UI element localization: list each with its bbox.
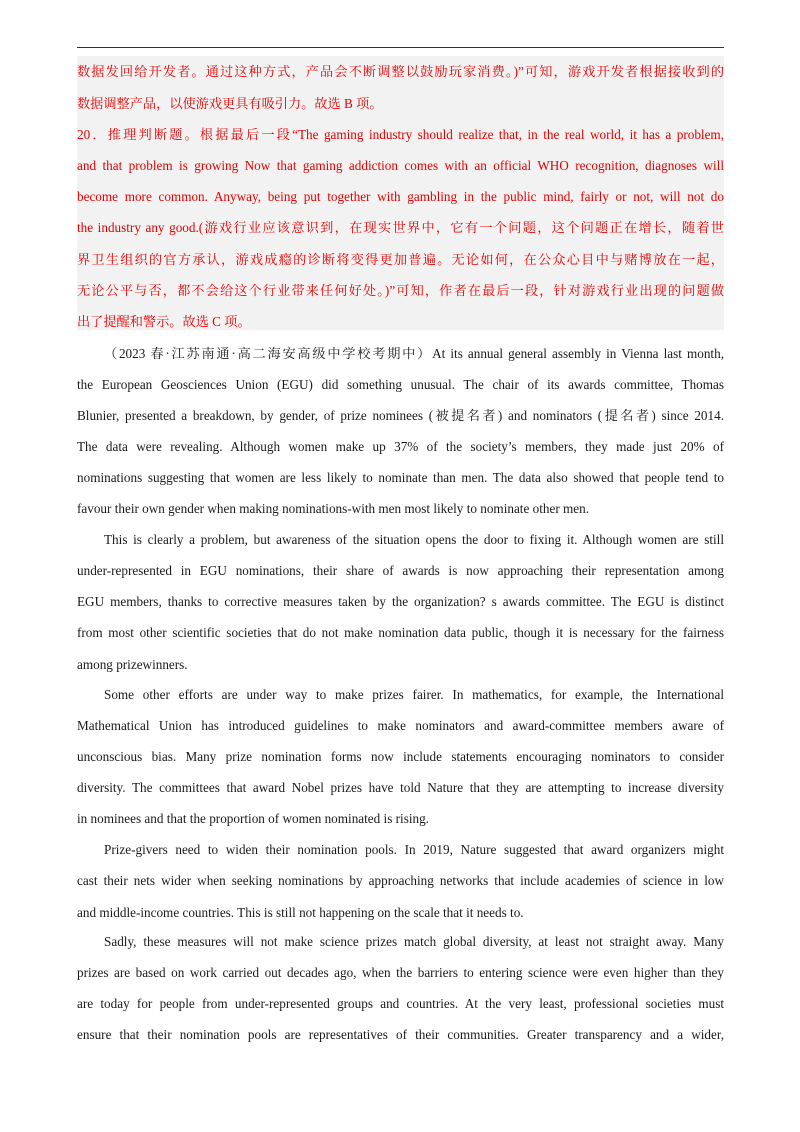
- passage-line: Mathematical Union has introduced guidelines to make nominators and award-committee members aware of: [77, 718, 724, 733]
- answer-line: 数据调整产品，以使游戏更具有吸引力。故选 B 项。: [77, 96, 383, 111]
- passage-line: the European Geosciences Union (EGU) did something unusual. The chair of its awards committee, Thomas: [77, 377, 724, 392]
- passage-line: favour their own gender when making nominations-with men most likely to nominate other men.: [77, 501, 590, 516]
- answer-line: the industry any good.(游戏行业应该意识到，在现实世界中，它有一个问题，这个问题正在增长，随着世: [77, 220, 724, 235]
- answer-line: 无论公平与否，都不会给这个行业带来任何好处。)”可知，作者在最后一段，针对游戏行业出现的问题做: [77, 283, 724, 298]
- passage-line: （2023 春·江苏南通·高二海安高级中学校考期中）At its annual general assembly in Vienna last month,: [104, 346, 724, 361]
- passage-line: EGU members, thanks to corrective measures taken by the organization? s awards committee. The EGU is distinct: [77, 594, 724, 609]
- passage-line: prizes are based on work carried out decades ago, when the barriers to entering science were even higher than they: [77, 965, 724, 980]
- passage-line: unconscious bias. Many prize nomination forms now include statements encouraging nominators to consider: [77, 749, 724, 764]
- passage-line: Sadly, these measures will not make science prizes match global diversity, at least not straight away. Many: [104, 934, 724, 949]
- passage-line: This is clearly a problem, but awareness of the situation opens the door to fixing it. Although women are still: [104, 532, 724, 547]
- passage-line: cast their nets wider when seeking nominations by approaching networks that include academies of science in low: [77, 873, 724, 888]
- answer-line: become more common. Anyway, being put together with gambling in the public mind, fairly or not, will not do: [77, 189, 724, 204]
- passage-line: diversity. The committees that award Nobel prizes have told Nature that they are attempting to increase diversity: [77, 780, 724, 795]
- header-rule: [77, 47, 724, 48]
- answer-line: 出了提醒和警示。故选 C 项。: [77, 314, 251, 329]
- answer-line: 数据发回给开发者。通过这种方式，产品会不断调整以鼓励玩家消费。)”可知，游戏开发者根据接收到的: [77, 64, 724, 79]
- passage-line: ensure that their nomination pools are representatives of their communities. Greater transparency and a wider,: [77, 1027, 724, 1042]
- passage-line: in nominees and that the proportion of women nominated is rising.: [77, 811, 429, 826]
- passage-line: from most other scientific societies that do not make nomination data public, though it is necessary for the fairness: [77, 625, 724, 640]
- passage-line: under-represented in EGU nominations, their share of awards is now approaching their representation among: [77, 563, 724, 578]
- passage-line: Blunier, presented a breakdown, by gender, of prize nominees (被提名者) and nominators (提名者) since 2014.: [77, 408, 724, 423]
- passage-line: are today for people from under-represented groups and countries. At the very least, professional societies must: [77, 996, 724, 1011]
- passage-line: nominations suggesting that women are less likely to nominate than men. The data also showed that people tend to: [77, 470, 724, 485]
- answer-line: and that problem is growing Now that gaming addiction comes with an official WHO recognition, diagnoses will: [77, 158, 724, 173]
- passage-line: among prizewinners.: [77, 657, 188, 672]
- passage-line: Prize-givers need to widen their nomination pools. In 2019, Nature suggested that award organizers might: [104, 842, 724, 857]
- passage-line: Some other efforts are under way to make prizes fairer. In mathematics, for example, the International: [104, 687, 724, 702]
- answer-line: 20．推理判断题。根据最后一段“The gaming industry should realize that, in the real world, it has a problem,: [77, 127, 724, 142]
- passage-line: and middle-income countries. This is still not happening on the scale that it needs to.: [77, 905, 524, 920]
- answer-line: 界卫生组织的官方承认，游戏成瘾的诊断将变得更加普遍。无论如何，在公众心目中与赌博放在一起，: [77, 252, 724, 267]
- passage-line: The data were revealing. Although women make up 37% of the society’s members, they made just 20% of: [77, 439, 724, 454]
